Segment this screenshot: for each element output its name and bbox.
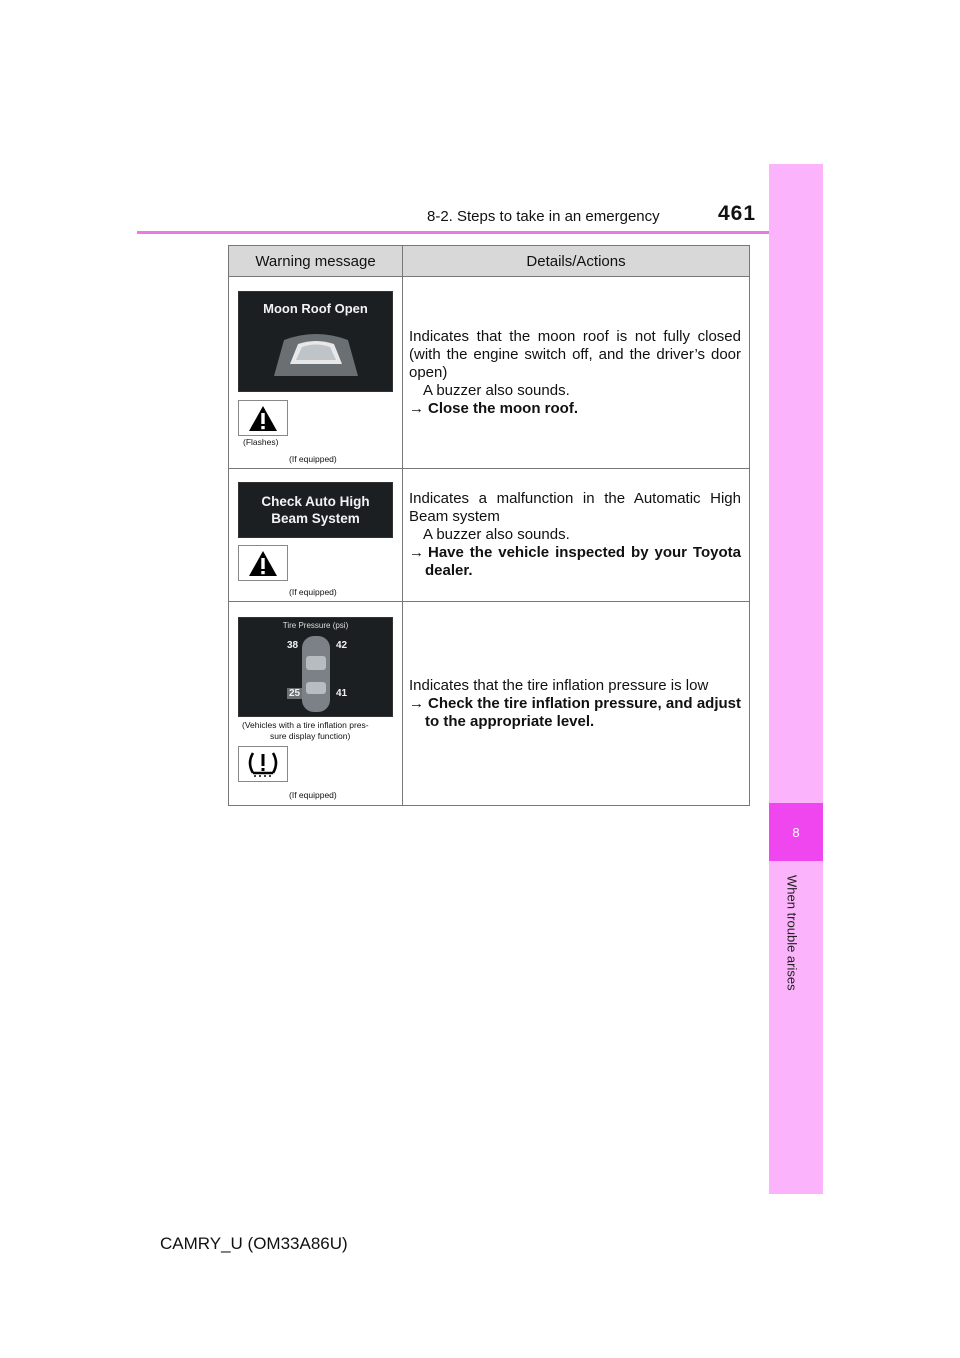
table-header-row [229,246,750,277]
high-beam-screen-line1: Check Auto High [261,494,370,509]
header-details-actions: Details/Actions [403,246,750,277]
warning-icon-box [238,400,288,436]
chapter-label: When trouble arises [784,875,800,991]
action-text: Close the moon roof. [428,399,578,417]
tire-pressure-warning-icon [245,749,281,779]
chapter-number: 8 [769,803,823,861]
row-action [409,695,741,731]
warning-message-cell [229,277,403,469]
moon-roof-screen-text: Moon Roof Open [263,301,368,316]
action-text: Have the vehicle inspected by your Toyota dealer. [425,544,741,579]
section-title: 8-2. Steps to take in an emergency [427,208,660,225]
table-row [229,602,750,806]
row-action [409,544,741,580]
vehicles-note-line1: (Vehicles with a tire inflation pres- [242,720,369,730]
moon-roof-display [238,291,393,392]
chapter-side-tab [769,164,823,1194]
warning-message-cell [229,602,403,806]
tire-fr-value: 42 [336,640,348,651]
high-beam-display [238,482,393,538]
warning-triangle-icon [248,405,278,432]
buzzer-note: A buzzer also sounds. [423,381,570,399]
footer-code: CAMRY_U (OM33A86U) [160,1234,348,1253]
table-row [229,277,750,469]
table-row [229,469,750,602]
high-beam-screen-line2: Beam System [271,511,360,526]
tire-pressure-display [238,617,393,717]
row-description: Indicates that the tire inflation pressure is low [409,676,709,694]
car-roof-icon [256,320,376,382]
header-warning-message: Warning message [229,246,403,277]
details-cell [403,277,750,469]
tire-fl-value: 38 [287,640,299,651]
header-rule [137,231,822,234]
row-action [409,400,741,418]
tire-icon-box [238,746,288,782]
page-number: 461 [718,202,757,225]
warning-message-table [228,245,750,806]
details-cell [403,602,750,806]
vehicles-note-line2: sure display function) [270,731,351,741]
warning-icon-box [238,545,288,581]
action-text: Check the tire inflation pressure, and adjust to the appropriate level. [425,694,741,730]
tire-rl-value: 25 [289,688,301,699]
tire-rr-value: 41 [336,688,348,699]
tire-pressure-screen-title: Tire Pressure (psi) [282,621,349,630]
row-description: Indicates a malfunction in the Automatic High Beam system [409,490,741,525]
arrow-icon: → [409,694,424,712]
flashes-note: (Flashes) [243,437,279,447]
arrow-icon: → [409,399,424,417]
if-equipped-note: (If equipped) [289,790,337,800]
car-top-view-icon [296,634,336,714]
arrow-icon: → [409,544,424,561]
row-description: Indicates that the moon roof is not fully closed (with the engine switch off, and the driver’s door open) [409,327,741,381]
if-equipped-note: (If equipped) [289,454,337,464]
if-equipped-note: (If equipped) [289,587,337,597]
warning-message-cell [229,469,403,602]
details-cell [403,469,750,602]
warning-triangle-icon [248,550,278,577]
buzzer-note: A buzzer also sounds. [423,526,570,543]
